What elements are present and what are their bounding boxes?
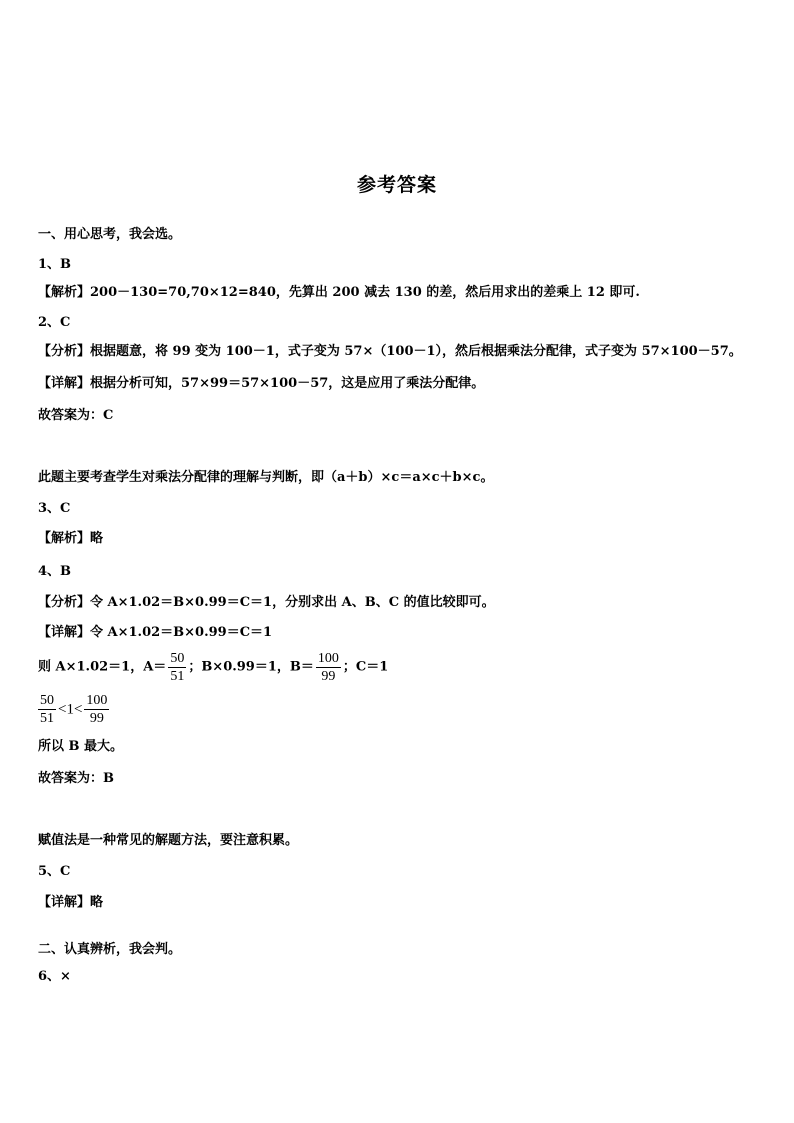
q3-answer: 3、C <box>38 501 71 516</box>
q1-analysis: 【解析】200－130=70,70×12=840，先算出 200 减去 130 的差，然后用求出的差乘上 12 即可. <box>38 285 640 300</box>
q5-detail: 【详解】略 <box>38 895 104 910</box>
fraction-a-numerator: 50 <box>170 651 185 666</box>
q2-comment: 此题主要考查学生对乘法分配律的理解与判断，即（a＋b）×c＝a×c＋b×c。 <box>38 470 494 485</box>
fraction-b-numerator: 100 <box>317 651 339 666</box>
fraction-a <box>168 650 186 685</box>
fraction-b-denominator: 99 <box>321 669 336 684</box>
inequality-left-denominator: 51 <box>40 711 54 726</box>
q4-conclusion: 所以 B 最大。 <box>38 739 124 754</box>
fraction-a-denominator: 51 <box>170 669 185 684</box>
q1-answer: 1、B <box>38 257 72 272</box>
q5-answer: 5、C <box>38 864 71 879</box>
q2-analysis: 【分析】根据题意，将 99 变为 100－1，式子变为 57×（100－1），然后根据乘法分配律，式子变为 57×100－57。 <box>38 344 742 359</box>
fraction-b <box>316 650 341 685</box>
inequality-right-numerator: 100 <box>86 693 108 708</box>
q4-inequality <box>38 692 111 727</box>
inequality-middle: <1< <box>58 701 83 718</box>
q2-answer: 2、C <box>38 315 71 330</box>
q4-step-c: ；C＝1 <box>342 659 389 675</box>
inequality-right-denominator: 99 <box>89 711 104 726</box>
page-title: 参考答案 <box>356 174 437 196</box>
q2-detail: 【详解】根据分析可知，57×99＝57×100－57，这是应用了乘法分配律。 <box>38 376 485 391</box>
inequality-fraction-right <box>84 692 109 727</box>
inequality-left-numerator: 50 <box>40 693 54 708</box>
q4-detail: 【详解】令 A×1.02＝B×0.99＝C＝1 <box>38 625 273 640</box>
q4-answer: 4、B <box>38 564 72 579</box>
q4-analysis: 【分析】令 A×1.02＝B×0.99＝C＝1，分别求出 A、B、C 的值比较即可。 <box>38 595 495 610</box>
inequality-fraction-left <box>38 692 56 727</box>
q6-answer: 6、× <box>38 969 71 984</box>
q4-final-answer: 故答案为：B <box>38 771 114 786</box>
q4-steps <box>38 650 388 685</box>
q4-step-a: 则 A×1.02＝1，A＝ <box>38 659 167 675</box>
section-heading-2: 二、认真辨析，我会判。 <box>38 942 182 957</box>
q4-step-b: ；B×0.99＝1，B＝ <box>188 659 314 675</box>
q2-final-answer: 故答案为：C <box>38 408 114 423</box>
q3-analysis: 【解析】略 <box>38 531 104 546</box>
section-heading-1: 一、用心思考，我会选。 <box>38 227 182 242</box>
q4-comment: 赋值法是一种常见的解题方法，要注意积累。 <box>38 833 299 848</box>
